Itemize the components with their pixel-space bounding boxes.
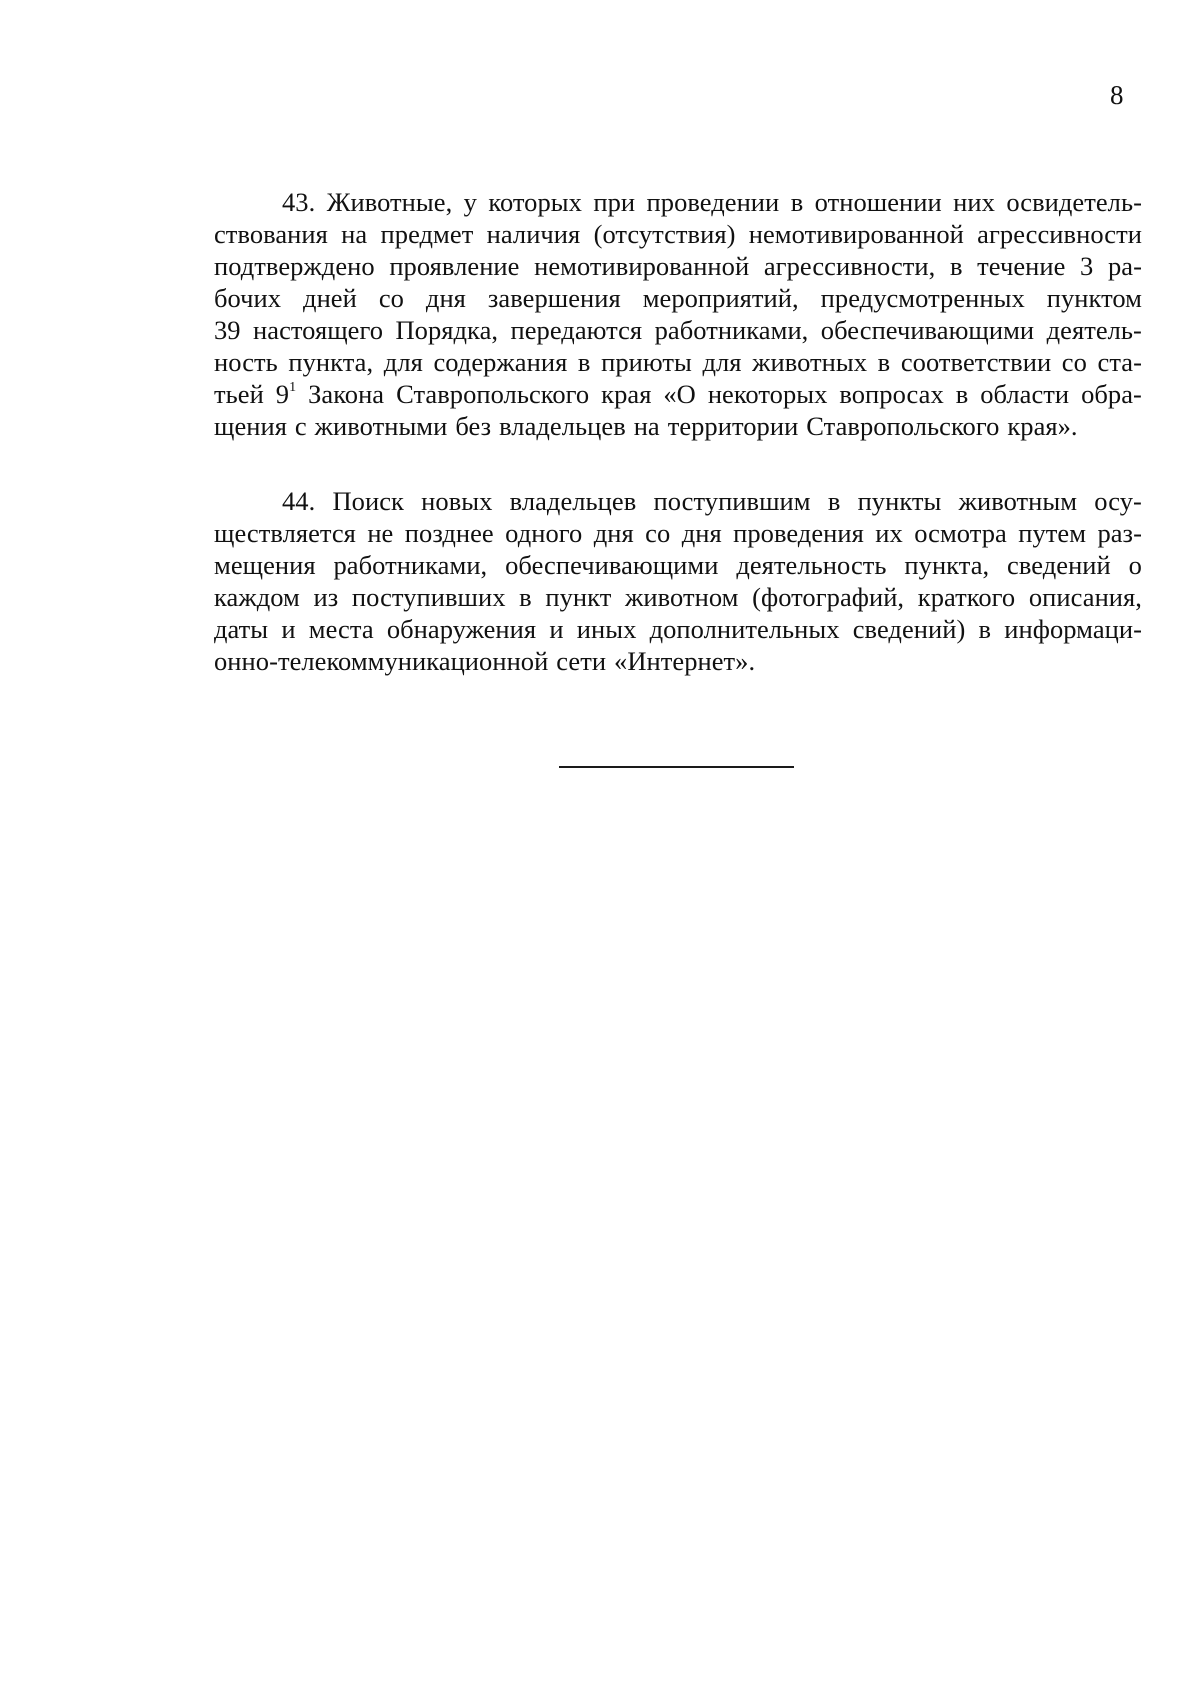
word: дня	[593, 518, 634, 548]
word: $9^1$	[275, 379, 297, 409]
text-line	[214, 378, 1142, 410]
word: владельцев	[509, 486, 637, 516]
word: течение	[977, 251, 1066, 281]
word: агрессивности	[977, 219, 1142, 249]
word: у	[463, 187, 477, 217]
word: для	[702, 347, 742, 377]
word: деятельность	[736, 550, 887, 580]
text-line	[214, 613, 1142, 645]
footnote-superscript: 1	[289, 380, 297, 395]
word: 43.	[282, 187, 316, 217]
word: пункта,	[288, 347, 374, 377]
word: и	[549, 614, 564, 644]
word: них	[953, 187, 995, 217]
word: ра-	[1108, 251, 1142, 281]
word: «О	[663, 379, 696, 409]
word: агрессивности,	[763, 251, 936, 281]
word: осу-	[1094, 486, 1142, 516]
word: позднее	[404, 518, 494, 548]
word: в	[949, 251, 963, 281]
text-line	[214, 250, 1142, 282]
text-line	[214, 186, 1142, 218]
word: ствования	[214, 219, 328, 249]
word: животными	[314, 411, 448, 441]
text-line	[214, 410, 1142, 442]
text-line	[214, 485, 1142, 517]
word: для	[383, 347, 423, 377]
word: подтверждено	[214, 251, 375, 281]
word: области	[980, 379, 1070, 409]
word: краткого	[917, 582, 1016, 612]
word: вопросах	[839, 379, 944, 409]
word: в	[827, 486, 841, 516]
word: некоторых	[707, 379, 828, 409]
text-line	[214, 282, 1142, 314]
word: сведений)	[852, 614, 966, 644]
word: на	[633, 411, 660, 441]
word: в	[955, 379, 969, 409]
word: путем	[1018, 518, 1087, 548]
word: обеспечивающими	[820, 315, 1035, 345]
text-line	[214, 517, 1142, 549]
word: (отсутствия)	[593, 219, 736, 249]
text-line	[214, 549, 1142, 581]
word: деятель-	[1046, 315, 1142, 345]
word: Животные,	[326, 187, 453, 217]
word: приюты	[601, 347, 692, 377]
word: новых	[421, 486, 493, 516]
word: при	[593, 187, 636, 217]
word: проведения	[733, 518, 864, 548]
word: 44.	[282, 486, 316, 516]
word: ста-	[1097, 347, 1142, 377]
word: сведений	[1007, 550, 1111, 580]
word: немотивированной	[534, 251, 750, 281]
word: «Интернет».	[614, 646, 756, 676]
word: в	[577, 347, 591, 377]
word: сети	[556, 646, 607, 676]
word: пункта,	[904, 550, 990, 580]
text-line	[214, 218, 1142, 250]
word: животном	[625, 582, 739, 612]
word: обнаружения	[386, 614, 537, 644]
word: работниками,	[333, 550, 488, 580]
word: настоящего	[253, 315, 384, 345]
word: на	[341, 219, 368, 249]
word: проявление	[389, 251, 520, 281]
word: обра-	[1081, 379, 1142, 409]
word: содержания	[433, 347, 568, 377]
word: пункты	[857, 486, 942, 516]
text-line	[214, 346, 1142, 378]
word: немотивированной	[748, 219, 964, 249]
word: без	[455, 411, 492, 441]
word: с	[294, 411, 307, 441]
word: их	[875, 518, 903, 548]
word: края».	[1007, 411, 1078, 441]
word: щения	[214, 411, 287, 441]
word: ность	[214, 347, 278, 377]
word: края	[601, 379, 652, 409]
word: в	[877, 347, 891, 377]
word: в	[978, 614, 992, 644]
word: территории	[667, 411, 799, 441]
word: тьей	[214, 379, 264, 409]
word: отношении	[814, 187, 942, 217]
text-line	[214, 314, 1142, 346]
word: предмет	[380, 219, 474, 249]
paragraph-44	[214, 485, 1142, 677]
word: мероприятий,	[642, 283, 799, 313]
word: дней	[303, 283, 357, 313]
word: 3	[1080, 251, 1094, 281]
word: не	[367, 518, 394, 548]
word: бочих	[214, 283, 282, 313]
word: онно-телекоммуникационной	[214, 646, 549, 676]
word: животных	[752, 347, 868, 377]
word: Ставропольского	[396, 379, 590, 409]
word: осмотра	[914, 518, 1007, 548]
word: Ставропольского	[806, 411, 1000, 441]
word: из	[313, 582, 339, 612]
word: со	[1061, 347, 1087, 377]
word: обеспечивающими	[505, 550, 719, 580]
word: Порядка,	[395, 315, 499, 345]
word: ществляется	[214, 518, 356, 548]
word: пункт	[545, 582, 612, 612]
word: владельцев	[499, 411, 626, 441]
word: (фотографий,	[752, 582, 905, 612]
word: 39	[214, 315, 241, 345]
text-line	[214, 645, 1142, 677]
word: места	[308, 614, 374, 644]
word: раз-	[1097, 518, 1142, 548]
word: Закона	[308, 379, 385, 409]
text-line	[214, 581, 1142, 613]
word: мещения	[214, 550, 316, 580]
word: о	[1128, 550, 1142, 580]
word: дополнительных	[649, 614, 840, 644]
word: даты	[214, 614, 269, 644]
word: дня	[425, 283, 466, 313]
closing-rule	[559, 766, 794, 768]
page-number: 8	[1110, 80, 1124, 110]
word: иных	[576, 614, 637, 644]
word: в	[790, 187, 804, 217]
word: проведении	[646, 187, 780, 217]
word: предусмотренных	[820, 283, 1025, 313]
word: и	[281, 614, 296, 644]
word: в	[519, 582, 532, 612]
word: которых	[488, 187, 582, 217]
word: освидетель-	[1006, 187, 1142, 217]
word: животным	[958, 486, 1078, 516]
word: передаются	[510, 315, 643, 345]
word: поступивших	[351, 582, 506, 612]
word: работниками,	[654, 315, 809, 345]
document-body	[214, 186, 1142, 677]
word: описания,	[1028, 582, 1142, 612]
word: со	[378, 283, 404, 313]
word: завершения	[487, 283, 621, 313]
word: со	[645, 518, 671, 548]
word: соответствии	[900, 347, 1052, 377]
paragraph-43	[214, 186, 1142, 442]
word: информаци-	[1004, 614, 1142, 644]
word: каждом	[214, 582, 300, 612]
word: поступившим	[653, 486, 811, 516]
word: пунктом	[1046, 283, 1142, 313]
word: дня	[681, 518, 722, 548]
word: Поиск	[332, 486, 404, 516]
word: наличия	[486, 219, 581, 249]
word: одного	[505, 518, 583, 548]
paragraph-spacer	[214, 442, 1142, 485]
